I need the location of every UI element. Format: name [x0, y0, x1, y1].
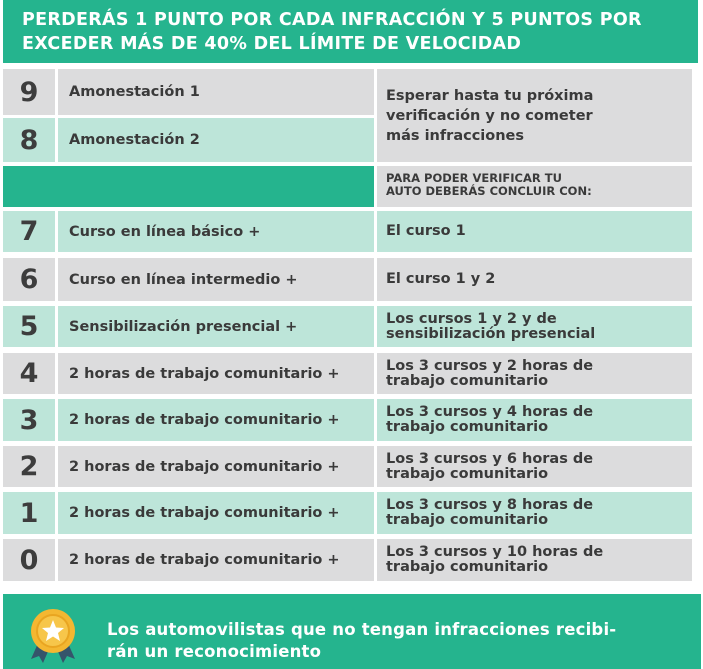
requirement-line-1: Los 3 cursos y 10 horas de — [386, 544, 604, 560]
points-cell: 6 — [3, 258, 55, 301]
infraction-cell: 2 horas de trabajo comunitario + — [58, 539, 374, 581]
section-note-line-1: PARA PODER VERIFICAR TU — [386, 171, 562, 185]
footer-line-2: rán un reconocimiento — [107, 642, 322, 661]
section-note-line-2: AUTO DEBERÁS CONCLUIR CON: — [386, 184, 592, 198]
footer-line-1: Los automovilistas que no tengan infracciones recibi- — [107, 620, 617, 639]
points-cell: 4 — [3, 353, 55, 394]
requirement-cell — [377, 539, 692, 581]
infraction-cell: 2 horas de trabajo comunitario + — [58, 492, 374, 534]
requirement-line-1: Los 3 cursos y 4 horas de — [386, 404, 594, 420]
requirement-line-1: Los 3 cursos y 2 horas de — [386, 357, 594, 374]
infraction-cell: Amonestación 2 — [58, 118, 374, 162]
requirement-cell — [377, 258, 692, 301]
star-medal-icon — [27, 607, 79, 663]
requirement-line-2: trabajo comunitario — [386, 372, 549, 389]
requirement-line-1: Los 3 cursos y 8 horas de — [386, 497, 594, 513]
points-cell: 5 — [3, 306, 55, 347]
section-note — [377, 166, 692, 207]
requirement-line: Esperar hasta tu próxima — [386, 87, 594, 104]
points-cell: 9 — [3, 69, 55, 115]
requirement-line-1: Los cursos 1 y 2 y de — [386, 310, 557, 327]
infraction-cell: 2 horas de trabajo comunitario + — [58, 446, 374, 487]
infraction-cell: 2 horas de trabajo comunitario + — [58, 399, 374, 441]
header-line-2: EXCEDER MÁS DE 40% DEL LÍMITE DE VELOCIDAD — [22, 34, 522, 54]
infraction-cell: 2 horas de trabajo comunitario + — [58, 353, 374, 394]
top-requirement-cell — [377, 69, 692, 162]
points-cell: 8 — [3, 118, 55, 162]
requirement-line-1: El curso 1 — [386, 223, 466, 239]
requirement-line-1: Los 3 cursos y 6 horas de — [386, 450, 594, 467]
requirement-line-2: trabajo comunitario — [386, 559, 549, 575]
requirement-cell — [377, 399, 692, 441]
requirement-cell — [377, 492, 692, 534]
footer-banner — [3, 594, 701, 669]
requirement-line: verificación y no cometer — [386, 107, 593, 124]
requirement-line-1: El curso 1 y 2 — [386, 271, 496, 287]
header-banner — [3, 0, 698, 63]
requirement-line-2: sensibilización presencial — [386, 325, 596, 342]
infraction-cell: Amonestación 1 — [58, 69, 374, 115]
infraction-cell: Sensibilización presencial + — [58, 306, 374, 347]
infraction-cell: Curso en línea básico + — [58, 211, 374, 252]
requirement-line: más infracciones — [386, 127, 525, 144]
requirement-line-2: trabajo comunitario — [386, 419, 549, 435]
requirement-cell — [377, 306, 692, 347]
footer-message — [107, 619, 677, 663]
points-cell: 7 — [3, 211, 55, 252]
points-cell: 0 — [3, 539, 55, 581]
section-divider — [3, 166, 374, 207]
requirement-line-2: trabajo comunitario — [386, 465, 549, 482]
requirement-cell — [377, 353, 692, 394]
requirement-cell — [377, 211, 692, 252]
requirement-cell — [377, 446, 692, 487]
header-line-1: PERDERÁS 1 PUNTO POR CADA INFRACCIÓN Y 5 PUNTOS POR — [22, 10, 642, 30]
infraction-cell: Curso en línea intermedio + — [58, 258, 374, 301]
points-cell: 1 — [3, 492, 55, 534]
points-cell: 3 — [3, 399, 55, 441]
points-cell: 2 — [3, 446, 55, 487]
requirement-line-2: trabajo comunitario — [386, 512, 549, 528]
